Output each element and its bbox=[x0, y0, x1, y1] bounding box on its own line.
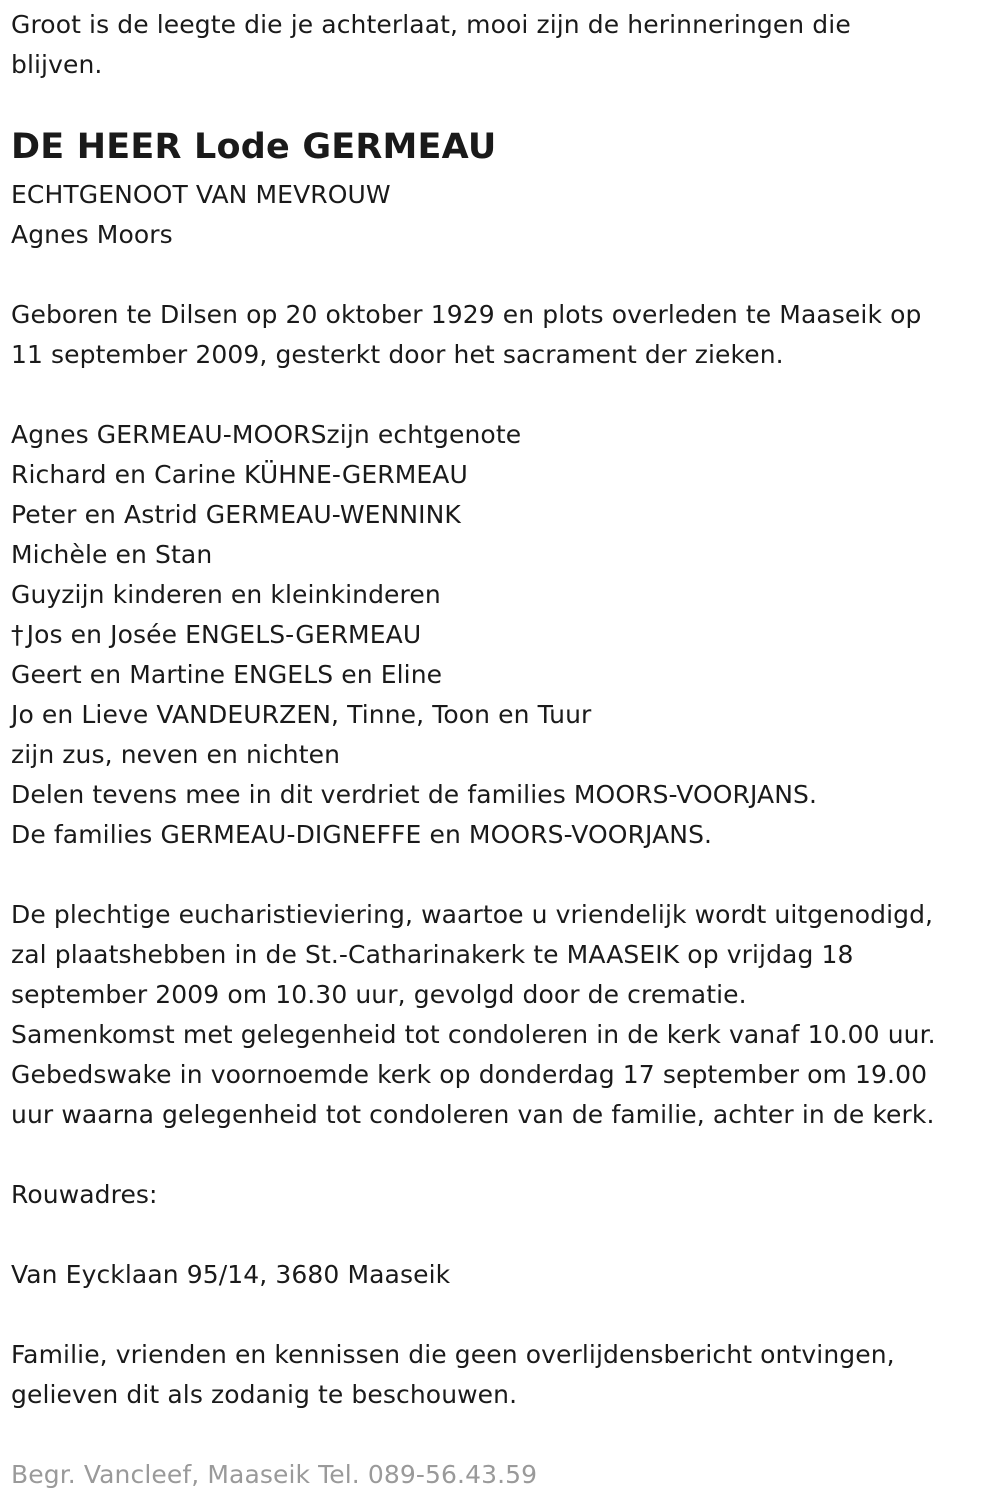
service-line: Samenkomst met gelegenheid tot condoleren in de kerk vanaf 10.00 uur. bbox=[11, 1020, 936, 1049]
deceased-name: DE HEER Lode GERMEAU bbox=[11, 127, 497, 167]
spouse-name: Agnes Moors bbox=[11, 220, 173, 249]
family-line: Agnes GERMEAU-MOORSzijn echtgenote bbox=[11, 420, 522, 449]
family-list bbox=[11, 415, 1000, 855]
spacer bbox=[11, 375, 1000, 415]
family-line: Peter en Astrid GERMEAU-WENNINK bbox=[11, 500, 461, 529]
intro-line-1: Groot is de leegte die je achterlaat, mooi zijn de herinneringen die bbox=[11, 10, 851, 39]
family-line: Michèle en Stan bbox=[11, 540, 213, 569]
cross-icon: † bbox=[11, 620, 24, 649]
service-line: uur waarna gelegenheid tot condoleren van de familie, achter in de kerk. bbox=[11, 1100, 935, 1129]
spacer bbox=[11, 1295, 1000, 1335]
closing-paragraph bbox=[11, 1335, 1000, 1415]
family-line: Richard en Carine KÜHNE-GERMEAU bbox=[11, 460, 468, 489]
family-line: De families GERMEAU-DIGNEFFE en MOORS-VOORJANS. bbox=[11, 820, 713, 849]
family-line: zijn zus, neven en nichten bbox=[11, 740, 341, 769]
address-label: Rouwadres: bbox=[11, 1180, 158, 1209]
intro-line-2: blijven. bbox=[11, 50, 103, 79]
service-paragraph bbox=[11, 895, 1000, 1135]
spacer bbox=[11, 1215, 1000, 1255]
family-line: Geert en Martine ENGELS en Eline bbox=[11, 660, 443, 689]
spouse-label: ECHTGENOOT VAN MEVROUW bbox=[11, 180, 391, 209]
family-line: Jo en Lieve VANDEURZEN, Tinne, Toon en Tuur bbox=[11, 700, 592, 729]
spacer bbox=[11, 255, 1000, 295]
family-line: Delen tevens mee in dit verdriet de families MOORS-VOORJANS. bbox=[11, 780, 818, 809]
spacer bbox=[11, 1415, 1000, 1455]
spacer bbox=[11, 1135, 1000, 1175]
intro-quote bbox=[11, 5, 1000, 85]
service-line: zal plaatshebben in de St.-Catharinakerk te MAASEIK op vrijdag 18 bbox=[11, 940, 854, 969]
service-line: De plechtige eucharistieviering, waartoe u vriendelijk wordt uitgenodigd, bbox=[11, 900, 934, 929]
birth-line-1: Geboren te Dilsen op 20 oktober 1929 en plots overleden te Maaseik op bbox=[11, 300, 922, 329]
closing-line-2: gelieven dit als zodanig te beschouwen. bbox=[11, 1380, 518, 1409]
service-line: september 2009 om 10.30 uur, gevolgd door de crematie. bbox=[11, 980, 747, 1009]
closing-line-1: Familie, vrienden en kennissen die geen overlijdensbericht ontvingen, bbox=[11, 1340, 895, 1369]
family-line: Guyzijn kinderen en kleinkinderen bbox=[11, 580, 441, 609]
spacer bbox=[11, 855, 1000, 895]
address-value: Van Eycklaan 95/14, 3680 Maaseik bbox=[11, 1260, 451, 1289]
family-line-deceased bbox=[11, 615, 1000, 655]
service-line: Gebedswake in voornoemde kerk op donderdag 17 september om 19.00 bbox=[11, 1060, 928, 1089]
birth-line-2: 11 september 2009, gesterkt door het sacrament der zieken. bbox=[11, 340, 784, 369]
family-line-text: Jos en Josée ENGELS-GERMEAU bbox=[26, 620, 422, 649]
funeral-home-footer: Begr. Vancleef, Maaseik Tel. 089-56.43.59 bbox=[11, 1460, 538, 1489]
birth-death-paragraph bbox=[11, 295, 1000, 375]
